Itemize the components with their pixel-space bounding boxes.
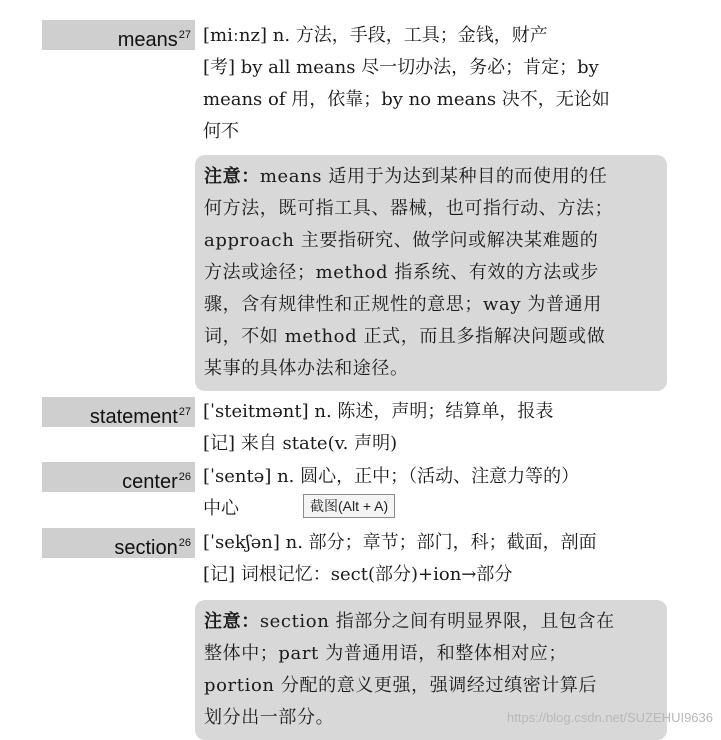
note-line: portion 分配的意义更强，强调经过缜密计算后 xyxy=(204,675,598,696)
screenshot-tooltip: 截图(Alt + A) xyxy=(303,494,395,518)
definition-line: 中心 xyxy=(203,498,239,519)
frequency-superscript: 27 xyxy=(178,29,191,41)
definition-line: means of 用，依靠；by no means 决不，无论如 xyxy=(203,89,610,110)
note-line: 某事的具体办法和途径。 xyxy=(204,358,409,379)
definition-line: [ˈsentə] n. 圆心，正中；（活动、注意力等的） xyxy=(203,466,580,487)
note-line: 何方法，既可指工具、器械，也可指行动、方法； xyxy=(204,198,614,219)
headword-bar xyxy=(42,20,195,50)
headword: section xyxy=(114,537,178,559)
definition-line: [ˈsteitmənt] n. 陈述，声明；结算单，报表 xyxy=(203,401,554,422)
note-label: 注意： xyxy=(204,166,260,187)
frequency-superscript: 26 xyxy=(178,471,191,483)
definition-line: [ˈsekʃən] n. 部分；章节；部门，科；截面，剖面 xyxy=(203,532,597,553)
definition xyxy=(203,461,673,525)
definition-line: [记] 来自 state(v. 声明) xyxy=(203,433,398,454)
definition xyxy=(203,527,673,591)
definition xyxy=(203,396,673,460)
note-line: 划分出一部分。 xyxy=(204,707,335,728)
definition-line: [考] by all means 尽一切办法，务必；肯定；by xyxy=(203,57,599,78)
note-line: 骤，含有规律性和正规性的意思；way 为普通用 xyxy=(204,294,602,315)
frequency-superscript: 26 xyxy=(178,537,191,549)
note-label: 注意： xyxy=(204,611,260,632)
usage-note xyxy=(195,155,667,391)
headword-bar xyxy=(42,462,195,492)
definition-line: 何不 xyxy=(203,121,239,142)
note-line: 方法或途径；method 指系统、有效的方法或步 xyxy=(204,262,600,283)
headword: means xyxy=(117,29,178,51)
note-line: section 指部分之间有明显界限，且包含在 xyxy=(259,611,615,632)
watermark: https://blog.csdn.net/SUZEHUI9636 xyxy=(507,710,713,725)
headword-bar xyxy=(42,397,195,427)
note-line: approach 主要指研究、做学问或解决某难题的 xyxy=(204,230,599,251)
headword: center xyxy=(122,471,178,493)
frequency-superscript: 27 xyxy=(178,406,191,418)
headword-bar xyxy=(42,528,195,558)
definition-line: [记] 词根记忆：sect(部分)+ion→部分 xyxy=(203,564,513,585)
definition-line: [miːnz] n. 方法，手段，工具；金钱，财产 xyxy=(203,25,548,46)
definition xyxy=(203,20,673,148)
note-line: 整体中；part 为普通用语，和整体相对应； xyxy=(204,643,568,664)
headword: statement xyxy=(89,406,178,428)
note-line: 词，不如 method 正式，而且多指解决问题或做 xyxy=(204,326,606,347)
note-line: means 适用于为达到某种目的而使用的任 xyxy=(259,166,608,187)
